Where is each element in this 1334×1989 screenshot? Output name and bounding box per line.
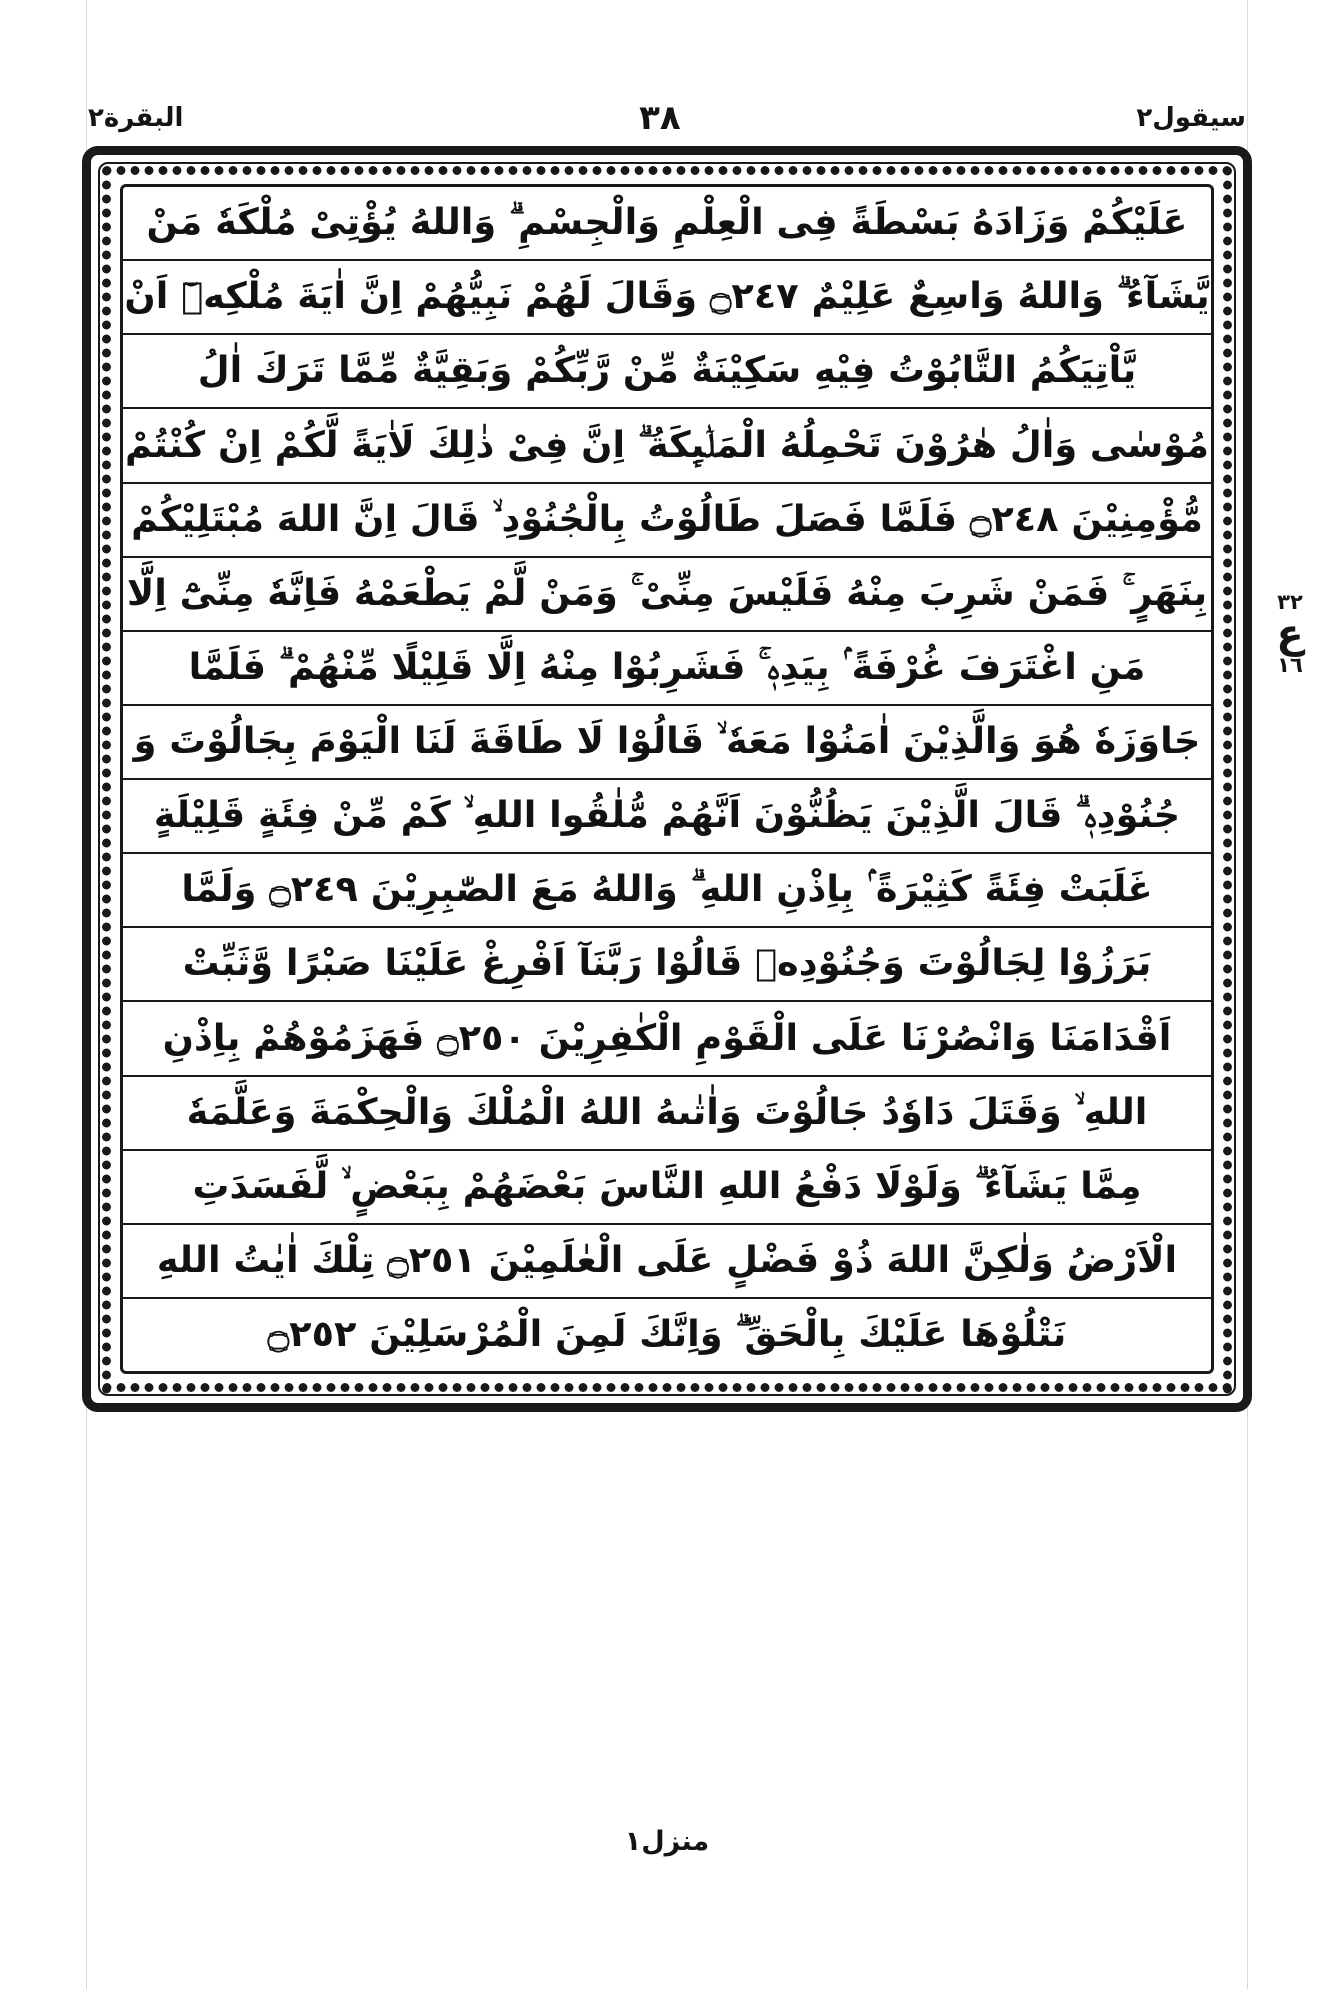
- ayah-line-text: جُنُوْدِهٖ ۗ قَالَ الَّذِيْنَ يَظُنُّوْنَ اَنَّهُمْ مُّلٰقُوا اللهِ ۙ كَمْ مِّنْ فِئَةٍ قَلِيْلَةٍ: [153, 795, 1181, 837]
- ayah-line-text: مُّؤْمِنِيْنَ ۝٢٤٨ فَلَمَّا فَصَلَ طَالُوْتُ بِالْجُنُوْدِ ۙ قَالَ اِنَّ اللهَ مُبْتَلِيْكُمْ: [131, 498, 1203, 540]
- mushaf-text-block: [123, 187, 1211, 1371]
- ayah-line-text: عَلَيْكُمْ وَزَادَهُ بَسْطَةً فِى الْعِلْمِ وَالْجِسْمِ ۗ وَاللهُ يُؤْتِىْ مُلْكَهٗ مَنْ: [146, 202, 1188, 244]
- ayah-line: [123, 1077, 1211, 1151]
- ayah-line: [123, 409, 1211, 483]
- ayah-line-text: مُوْسٰى وَاٰلُ هٰرُوْنَ تَحْمِلُهُ الْمَلٰۤىِٕكَةُ ۗ اِنَّ فِىْ ذٰلِكَ لَاٰيَةً لَّكُمْ اِنْ كُنْتُمْ: [125, 424, 1209, 466]
- ayah-line: [123, 632, 1211, 706]
- juz-label: سيقول٢: [1136, 103, 1246, 133]
- ayah-line-text: نَتْلُوْهَا عَلَيْكَ بِالْحَقِّ ۗ وَاِنَّكَ لَمِنَ الْمُرْسَلِيْنَ ۝٢٥٢: [267, 1314, 1067, 1356]
- ayah-line-text: بِنَهَرٍ ۚ فَمَنْ شَرِبَ مِنْهُ فَلَيْسَ مِنِّىْ ۚ وَمَنْ لَّمْ يَطْعَمْهُ فَاِنَّهٗ مِنِّىْٓ اِلَّا: [126, 572, 1208, 614]
- ayah-line-text: مِمَّا يَشَآءُ ۗ وَلَوْلَا دَفْعُ اللهِ النَّاسَ بَعْضَهُمْ بِبَعْضٍ ۙ لَّفَسَدَتِ: [192, 1165, 1142, 1207]
- ayah-line: [123, 1151, 1211, 1225]
- ayah-line: [123, 1002, 1211, 1076]
- ayah-line: [123, 706, 1211, 780]
- ayah-line: [123, 854, 1211, 928]
- ayah-line: [123, 261, 1211, 335]
- mushaf-frame-ornament: [98, 162, 1236, 1396]
- mushaf-frame-outer: [82, 146, 1252, 1412]
- ayah-line: [123, 335, 1211, 409]
- ruku-number: ١٦: [1277, 653, 1303, 677]
- ayah-line-text: يَّشَآءُ ۗ وَاللهُ وَاسِعٌ عَلِيْمٌ ۝٢٤٧ وَقَالَ لَهُمْ نَبِيُّهُمْ اِنَّ اٰيَةَ مُلْكِهٖٓ اَنْ: [124, 276, 1210, 318]
- ayah-line: [123, 187, 1211, 261]
- page-number: ٣٨: [639, 98, 681, 138]
- ruku-ayah-count: ٣٢: [1277, 590, 1303, 614]
- ruku-margin-note: [1262, 592, 1318, 676]
- ayah-line: [123, 780, 1211, 854]
- ayah-line-text: جَاوَزَهٗ هُوَ وَالَّذِيْنَ اٰمَنُوْا مَعَهٗ ۙ قَالُوْا لَا طَاقَةَ لَنَا الْيَوْمَ بِجَالُوْتَ وَ: [133, 721, 1201, 763]
- page-header: [88, 92, 1246, 144]
- ayah-line: [123, 1299, 1211, 1371]
- ayah-line-text: الْاَرْضُ وَلٰكِنَّ اللهَ ذُوْ فَضْلٍ عَلَى الْعٰلَمِيْنَ ۝٢٥١ تِلْكَ اٰيٰتُ اللهِ: [156, 1239, 1178, 1281]
- ayah-line: [123, 928, 1211, 1002]
- mushaf-frame-inner: [120, 184, 1214, 1374]
- ruku-icon: ع: [1276, 611, 1304, 657]
- ayah-line-text: اَقْدَامَنَا وَانْصُرْنَا عَلَى الْقَوْمِ الْكٰفِرِيْنَ ۝٢٥٠ فَهَزَمُوْهُمْ بِاِذْنِ: [162, 1017, 1172, 1059]
- manzil-label: منزل١: [624, 1826, 710, 1857]
- ayah-line-text: اللهِ ۙ وَقَتَلَ دَاوٗدُ جَالُوْتَ وَاٰتٰىهُ اللهُ الْمُلْكَ وَالْحِكْمَةَ وَعَلَّمَهٗ: [186, 1091, 1148, 1133]
- ayah-line-text: غَلَبَتْ فِئَةً كَثِيْرَةً ۢ بِاِذْنِ اللهِ ۗ وَاللهُ مَعَ الصّٰبِرِيْنَ ۝٢٤٩ وَلَمَّا: [181, 869, 1153, 911]
- ayah-line: [123, 484, 1211, 558]
- ayah-line-text: يَّاْتِيَكُمُ التَّابُوْتُ فِيْهِ سَكِيْنَةٌ مِّنْ رَّبِّكُمْ وَبَقِيَّةٌ مِّمَّا تَرَكَ اٰلُ: [197, 350, 1137, 392]
- ayah-line-text: مَنِ اغْتَرَفَ غُرْفَةً ۢ بِيَدِهٖ ۚ فَشَرِبُوْا مِنْهُ اِلَّا قَلِيْلًا مِّنْهُمْ ۗ فَلَمَّا: [188, 646, 1146, 688]
- ayah-line: [123, 1225, 1211, 1299]
- ayah-line: [123, 558, 1211, 632]
- surah-label: البقرة٢: [88, 103, 184, 133]
- page-footer: [0, 1826, 1334, 1857]
- ayah-line-text: بَرَزُوْا لِجَالُوْتَ وَجُنُوْدِهٖ قَالُوْا رَبَّنَآ اَفْرِغْ عَلَيْنَا صَبْرًا وَّثَبِّتْ: [182, 943, 1152, 985]
